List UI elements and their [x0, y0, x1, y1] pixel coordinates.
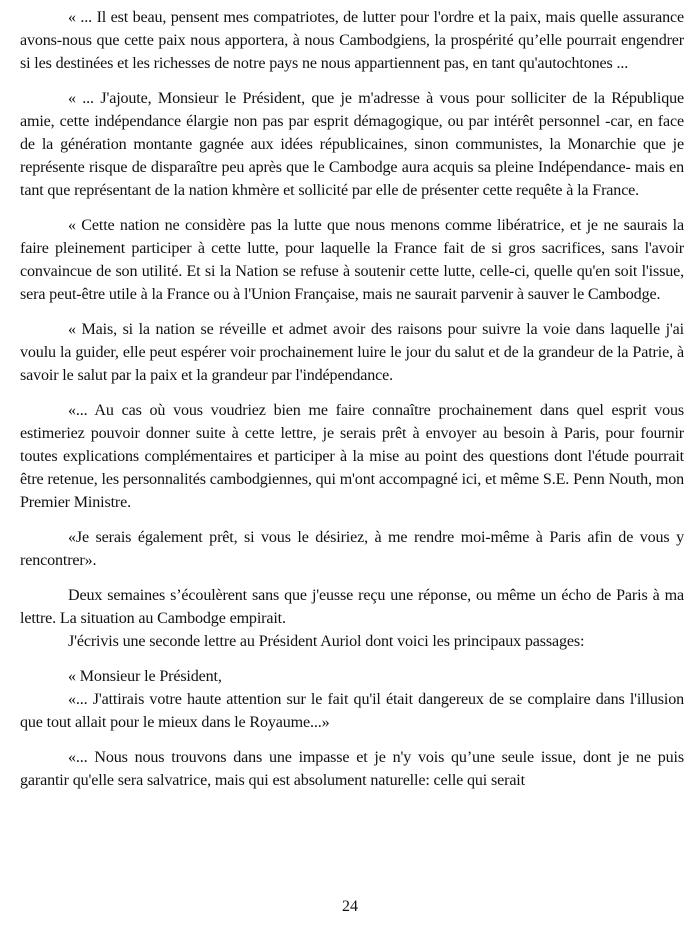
page-number: 24 — [342, 898, 358, 915]
paragraph-1: « ... Il est beau, pensent mes compatriotes, de lutter pour l'ordre et la paix, mais quelle assurance avons-nous que cette paix nous apportera, à nous Cambodgiens, la prospérité qu’elle pourrait engendrer si les destinées et les richesses de notre pays ne nous appartiennent pas, en tant qu'autochtones ... — [20, 9, 684, 72]
paragraph-9: « Monsieur le Président, — [68, 668, 222, 685]
paragraph-5: «... Au cas où vous voudriez bien me faire connaître prochainement dans quel esprit vous estimeriez pouvoir donner suite à cette lettre, je serais prêt à envoyer au besoin à Paris, pour fournir toutes explications complémentaires et participer à la mise au point des questions dont l'étude pourrait être retenue, les personnalités cambodgiennes, qui m'ont accompagné ici, et même S.E. Penn Nouth, mon Premier Ministre. — [20, 402, 684, 511]
paragraph-10: «... J'attirais votre haute attention sur le fait qu'il était dangereux de se complaire dans l'illusion que tout allait pour le mieux dans le Royaume...» — [20, 691, 684, 731]
document-page — [20, 6, 684, 931]
paragraph-6: «Je serais également prêt, si vous le désiriez, à me rendre moi-même à Paris afin de vous y rencontrer». — [20, 529, 684, 569]
paragraph-3: « Cette nation ne considère pas la lutte que nous menons comme libératrice, et je ne saurais la faire pleinement participer à cette lutte, pour laquelle la France fait de si gros sacrifices, sans l'avoir convaincue de son utilité. Et si la Nation se refuse à soutenir cette lutte, celle-ci, quelle qu'en soit l'issue, sera peut-être utile à la France ou à l'Union Française, mais ne saurait parvenir à sauver le Cambodge. — [20, 217, 684, 303]
paragraph-11: «... Nous nous trouvons dans une impasse et je n'y vois qu’une seule issue, dont je ne puis garantir qu'elle sera salvatrice, mais qui est absolument naturelle: celle qui serait — [20, 749, 684, 789]
paragraph-2: « ... J'ajoute, Monsieur le Président, que je m'adresse à vous pour solliciter de la République amie, cette indépendance élargie non pas par esprit démagogique, ou par intérêt personnel -car, en face de la génération montante gagnée aux idées républicaines, sinon communistes, la Monarchie que je représente risque de disparaître peu après que le Cambodge aura acquis sa pleine Indépendance- mais en tant que représentant de la nation khmère et sollicité par elle de présenter cette requête à la France. — [20, 90, 684, 199]
paragraph-7: Deux semaines s’écoulèrent sans que j'eusse reçu une réponse, ou même un écho de Paris à ma lettre. La situation au Cambodge empirait. — [20, 587, 684, 627]
paragraph-8: J'écrivis une seconde lettre au Président Auriol dont voici les principaux passages: — [68, 633, 585, 650]
paragraph-4: « Mais, si la nation se réveille et admet avoir des raisons pour suivre la voie dans laquelle j'ai voulu la guider, elle peut espérer voir prochainement luire le jour du salut et de la grandeur de la Patrie, à savoir le salut par la paix et la grandeur par l'indépendance. — [20, 321, 684, 384]
